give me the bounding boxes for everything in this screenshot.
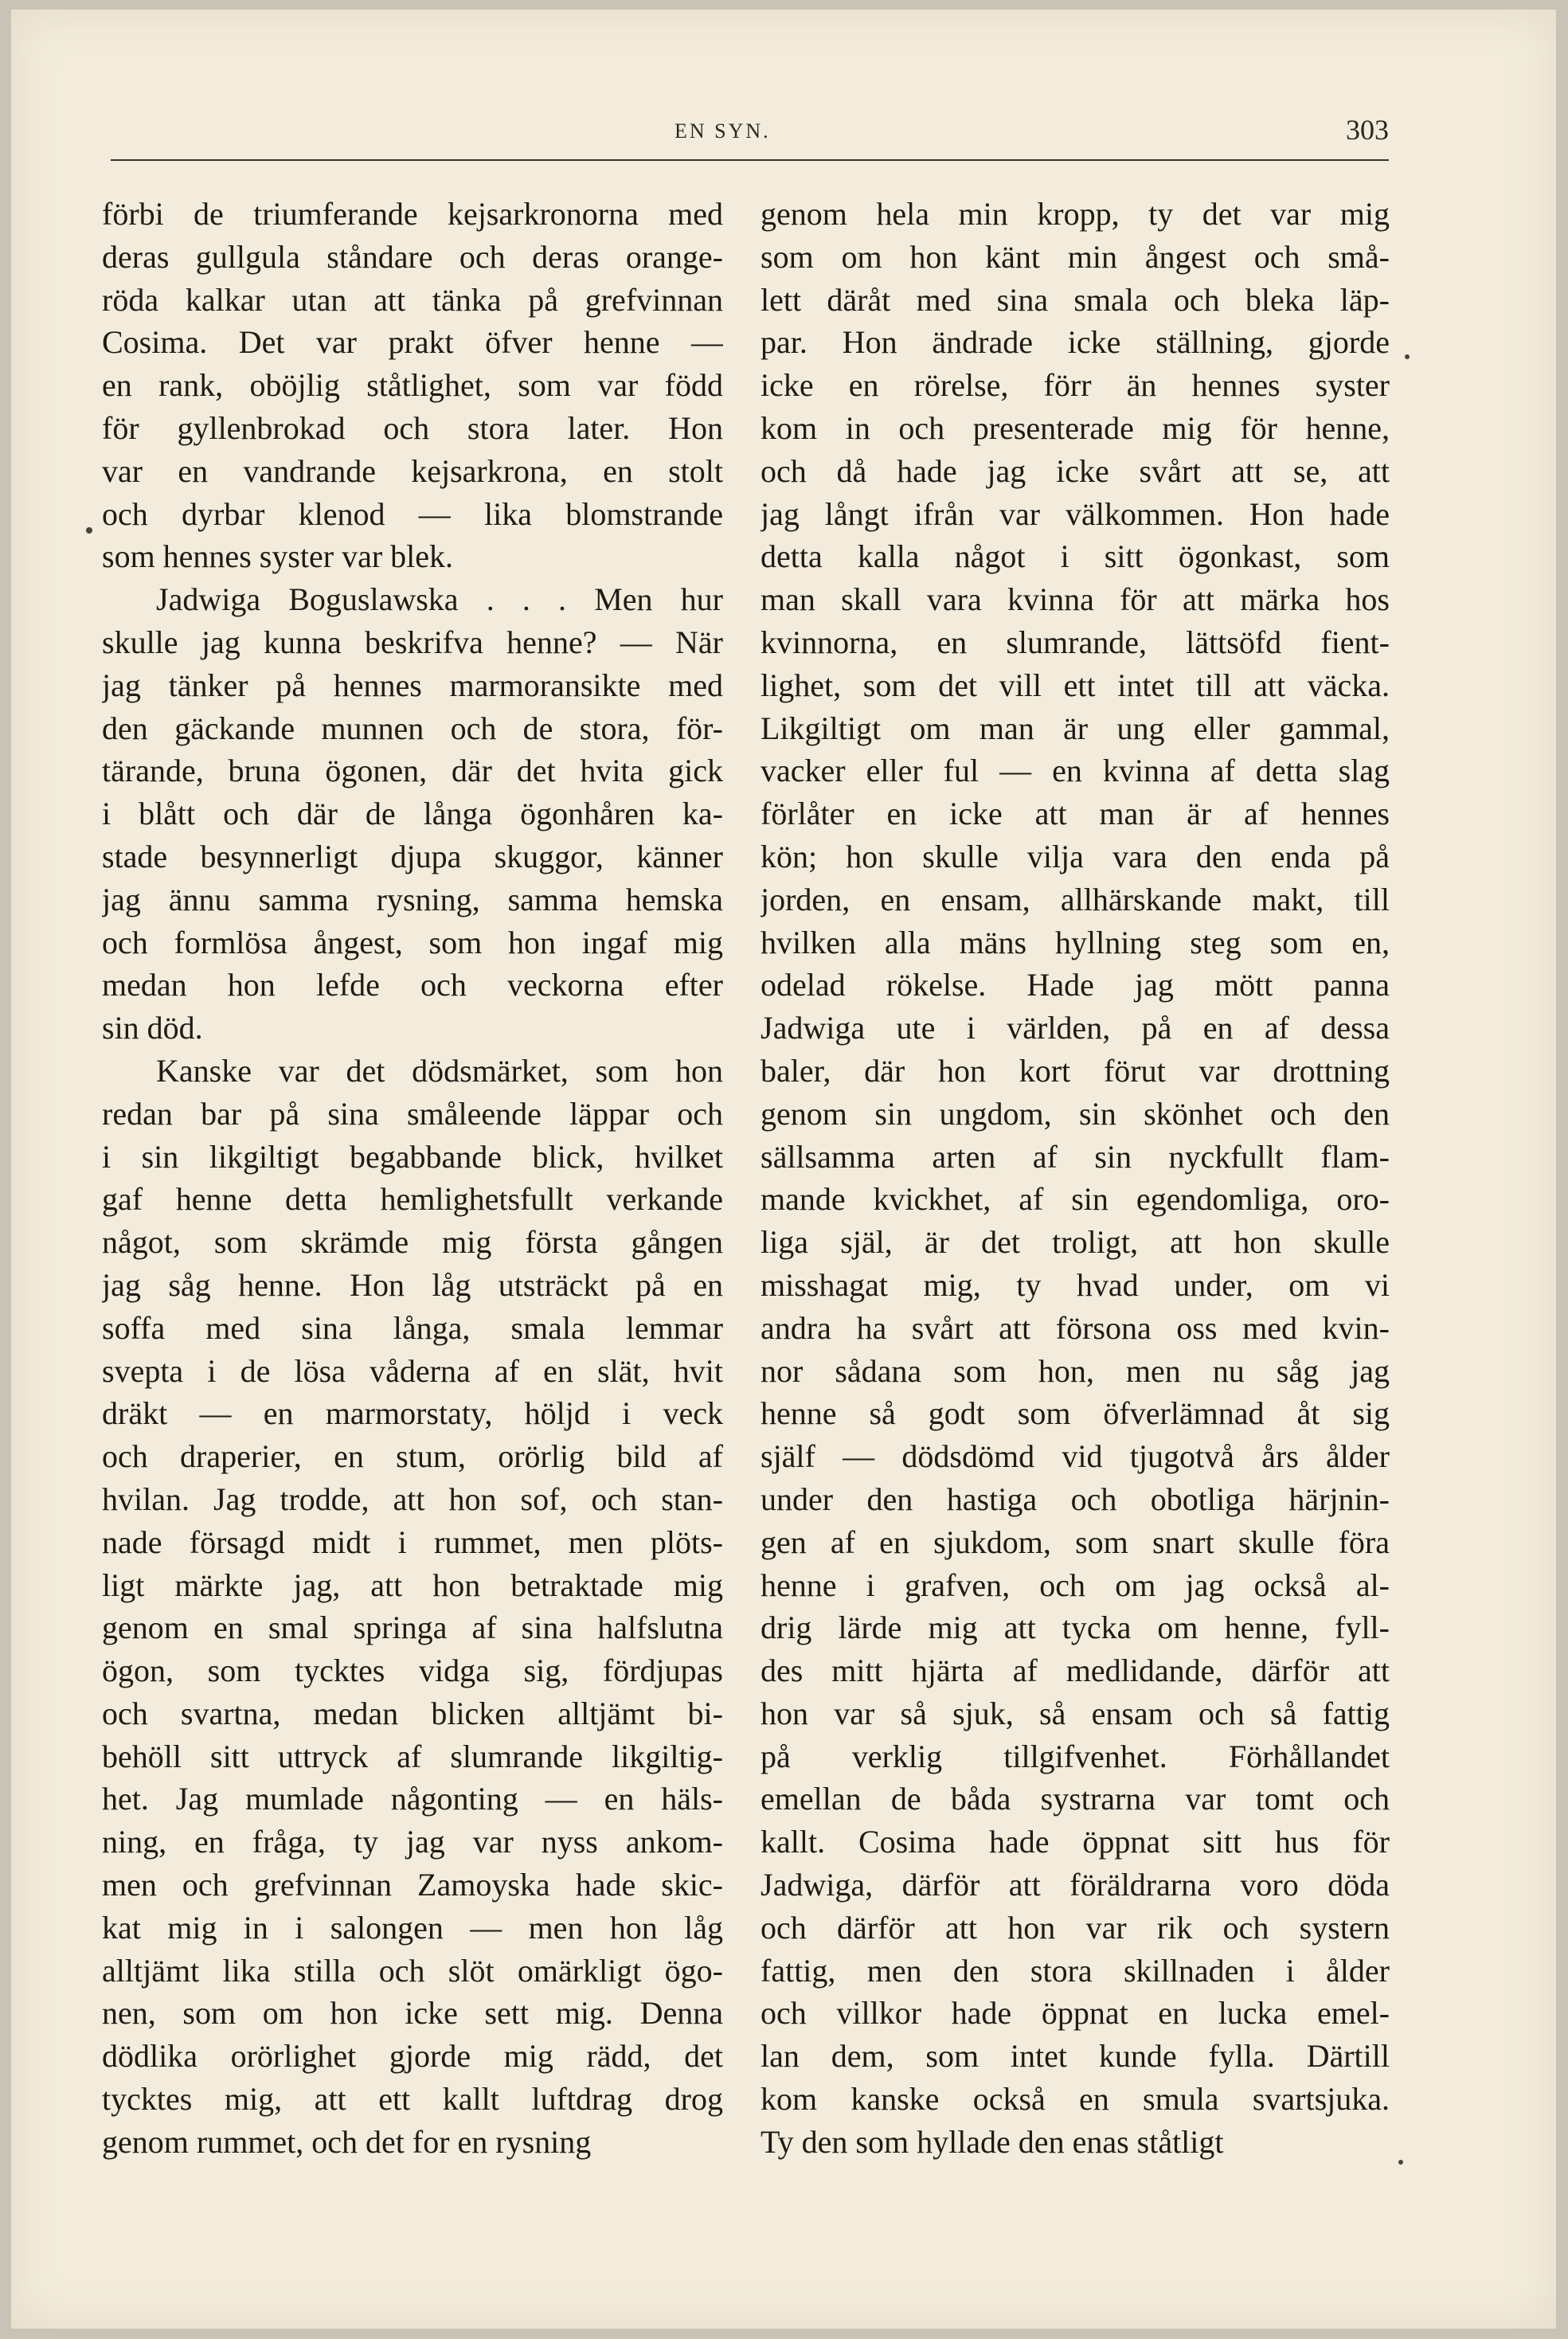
text-line: genom hela min kropp, ty det var mig: [761, 196, 1390, 232]
text-line: baler, där hon kort förut var drottning: [761, 1052, 1390, 1089]
text-line: lett däråt med sina smala och bleka läp-: [761, 281, 1390, 318]
text-line: vacker eller ful — en kvinna af detta slag: [761, 753, 1390, 789]
text-line: nor sådana som hon, men nu såg jag: [761, 1352, 1390, 1389]
text-line: Jadwiga Boguslawska . . . Men hur: [156, 581, 723, 618]
text-line: kom kanske också en smula svartsjuka.: [761, 2081, 1390, 2118]
text-line: ligt märkte jag, att hon betraktade mig: [102, 1567, 723, 1603]
text-line: och dyrbar klenod — lika blomstrande: [102, 495, 723, 532]
text-line: den gäckande munnen och de stora, för-: [102, 710, 723, 746]
text-line: detta kalla något i sitt ögonkast, som: [761, 538, 1390, 575]
text-line: medan hon lefde och veckorna efter: [102, 967, 723, 1003]
text-line: dödlika orörlighet gjorde mig rädd, det: [102, 2038, 723, 2075]
text-line: Cosima. Det var prakt öfver henne —: [102, 324, 723, 361]
text-line: lan dem, som intet kunde fylla. Därtill: [761, 2038, 1390, 2075]
text-line: jorden, en ensam, allhärskande makt, till: [761, 881, 1390, 917]
text-line: kom in och presenterade mig för henne,: [761, 409, 1390, 446]
page-header: [111, 114, 1389, 167]
book-page: [11, 10, 1556, 2329]
text-line: svepta i de lösa våderna af en slät, hvit: [102, 1352, 723, 1389]
text-line: jag långt ifrån var välkommen. Hon hade: [761, 495, 1390, 532]
text-line: och villkor hade öppnat en lucka emel-: [761, 1995, 1390, 2032]
text-line: gaf henne detta hemlighetsfullt verkande: [102, 1181, 723, 1218]
text-line: och därför att hon var rik och systern: [761, 1909, 1390, 1946]
text-line: kat mig in i salongen — men hon låg: [102, 1909, 723, 1946]
text-line: som om hon känt min ångest och små-: [761, 238, 1390, 275]
text-line: sin död.: [102, 1010, 203, 1046]
text-line: skulle jag kunna beskrifva henne? — När: [102, 624, 723, 660]
text-line: Kanske var det dödsmärket, som hon: [156, 1052, 723, 1089]
text-line: nen, som om hon icke sett mig. Denna: [102, 1995, 723, 2032]
text-line: par. Hon ändrade icke ställning, gjorde: [761, 324, 1390, 361]
text-line: misshagat mig, ty hvad under, om vi: [761, 1266, 1390, 1303]
text-line: hvilan. Jag trodde, att hon sof, och stan-: [102, 1480, 723, 1517]
text-line: kön; hon skulle vilja vara den enda på: [761, 838, 1390, 874]
text-line: gen af en sjukdom, som snart skulle föra: [761, 1523, 1390, 1560]
right-text-column: [761, 193, 1390, 2164]
text-line: des mitt hjärta af medlidande, därför att: [761, 1653, 1390, 1689]
text-line: ning, en fråga, ty jag var nyss ankom-: [102, 1824, 723, 1860]
ink-speck: [1405, 354, 1410, 359]
text-line: Jadwiga ute i världen, på en af dessa: [761, 1010, 1390, 1046]
ink-speck: [1398, 2160, 1403, 2165]
left-text-column: [102, 193, 723, 2164]
text-line: kallt. Cosima hade öppnat sitt hus för: [761, 1824, 1390, 1860]
text-line: tärande, bruna ögonen, där det hvita gick: [102, 753, 723, 789]
text-line: deras gullgula ståndare och deras orange-: [102, 238, 723, 275]
text-line: och då hade jag icke svårt att se, att: [761, 452, 1390, 489]
text-line: odelad rökelse. Hade jag mött panna: [761, 967, 1390, 1003]
text-line: fattig, men den stora skillnaden i ålder: [761, 1952, 1390, 1989]
text-line: hon var så sjuk, så ensam och så fattig: [761, 1695, 1390, 1731]
text-line: kvinnorna, en slumrande, lättsöfd fient-: [761, 624, 1390, 660]
text-line: förbi de triumferande kejsarkronorna med: [102, 196, 723, 232]
text-line: man skall vara kvinna för att märka hos: [761, 581, 1390, 618]
text-line: jag tänker på hennes marmoransikte med: [102, 667, 723, 703]
text-line: jag såg henne. Hon låg utsträckt på en: [102, 1266, 723, 1303]
running-head: EN SYN.: [675, 119, 771, 143]
text-line: sällsamma arten af sin nyckfullt flam-: [761, 1138, 1390, 1175]
text-line: andra ha svårt att försona oss med kvin-: [761, 1309, 1390, 1346]
text-line: under den hastiga och obotliga härjnin-: [761, 1480, 1390, 1517]
text-line: jag ännu samma rysning, samma hemska: [102, 881, 723, 917]
text-line: mande kvickhet, af sin egendomliga, oro-: [761, 1181, 1390, 1218]
text-line: alltjämt lika stilla och slöt omärkligt ögo-: [102, 1952, 723, 1989]
text-line: för gyllenbrokad och stora later. Hon: [102, 409, 723, 446]
text-line: och svartna, medan blicken alltjämt bi-: [102, 1695, 723, 1731]
text-line: röda kalkar utan att tänka på grefvinnan: [102, 281, 723, 318]
ink-speck: [86, 527, 92, 534]
text-line: emellan de båda systrarna var tomt och: [761, 1781, 1390, 1817]
text-line: lighet, som det vill ett intet till att väcka.: [761, 667, 1390, 703]
text-line: var en vandrande kejsarkrona, en stolt: [102, 452, 723, 489]
text-line: behöll sitt uttryck af slumrande likgiltig-: [102, 1738, 723, 1774]
text-line: ögon, som tycktes vidga sig, fördjupas: [102, 1653, 723, 1689]
text-line: i blått och där de långa ögonhåren ka-: [102, 796, 723, 832]
text-line: soffa med sina långa, smala lemmar: [102, 1309, 723, 1346]
text-line: stade besynnerligt djupa skuggor, känner: [102, 838, 723, 874]
page-number: 303: [1346, 114, 1389, 146]
text-line: hvilken alla mäns hyllning steg som en,: [761, 924, 1390, 960]
text-line: och draperier, en stum, orörlig bild af: [102, 1438, 723, 1475]
text-line: genom sin ungdom, sin skönhet och den: [761, 1095, 1390, 1132]
text-line: henne så godt som öfverlämnad åt sig: [761, 1395, 1390, 1432]
text-line: genom rummet, och det for en rysning: [102, 2123, 592, 2160]
text-line: i sin likgiltigt begabbande blick, hvilket: [102, 1138, 723, 1175]
text-line: icke en rörelse, förr än hennes syster: [761, 367, 1390, 404]
text-line: dräkt — en marmorstaty, höljd i veck: [102, 1395, 723, 1432]
text-line: henne i grafven, och om jag också al-: [761, 1567, 1390, 1603]
text-line: och formlösa ångest, som hon ingaf mig: [102, 924, 723, 960]
text-line: förlåter en icke att man är af hennes: [761, 796, 1390, 832]
text-line: genom en smal springa af sina halfslutna: [102, 1610, 723, 1646]
text-line: själf — dödsdömd vid tjugotvå års ålder: [761, 1438, 1390, 1475]
text-line: liga själ, är det troligt, att hon skulle: [761, 1224, 1390, 1261]
text-line: men och grefvinnan Zamoyska hade skic-: [102, 1867, 723, 1903]
text-line: nade försagd midt i rummet, men plöts-: [102, 1523, 723, 1560]
text-line: en rank, oböjlig ståtlighet, som var född: [102, 367, 723, 404]
text-line: Ty den som hyllade den enas ståtligt: [761, 2123, 1224, 2160]
text-line: drig lärde mig att tycka om henne, fyll-: [761, 1610, 1390, 1646]
text-line: Likgiltigt om man är ung eller gammal,: [761, 710, 1390, 746]
text-line: något, som skrämde mig första gången: [102, 1224, 723, 1261]
header-rule: [111, 159, 1389, 161]
text-line: redan bar på sina småleende läppar och: [102, 1095, 723, 1132]
text-line: som hennes syster var blek.: [102, 538, 454, 575]
text-line: het. Jag mumlade någonting — en häls-: [102, 1781, 723, 1817]
text-line: tycktes mig, att ett kallt luftdrag drog: [102, 2081, 723, 2118]
text-line: på verklig tillgifvenhet. Förhållandet: [761, 1738, 1390, 1774]
text-line: Jadwiga, därför att föräldrarna voro döda: [761, 1867, 1390, 1903]
